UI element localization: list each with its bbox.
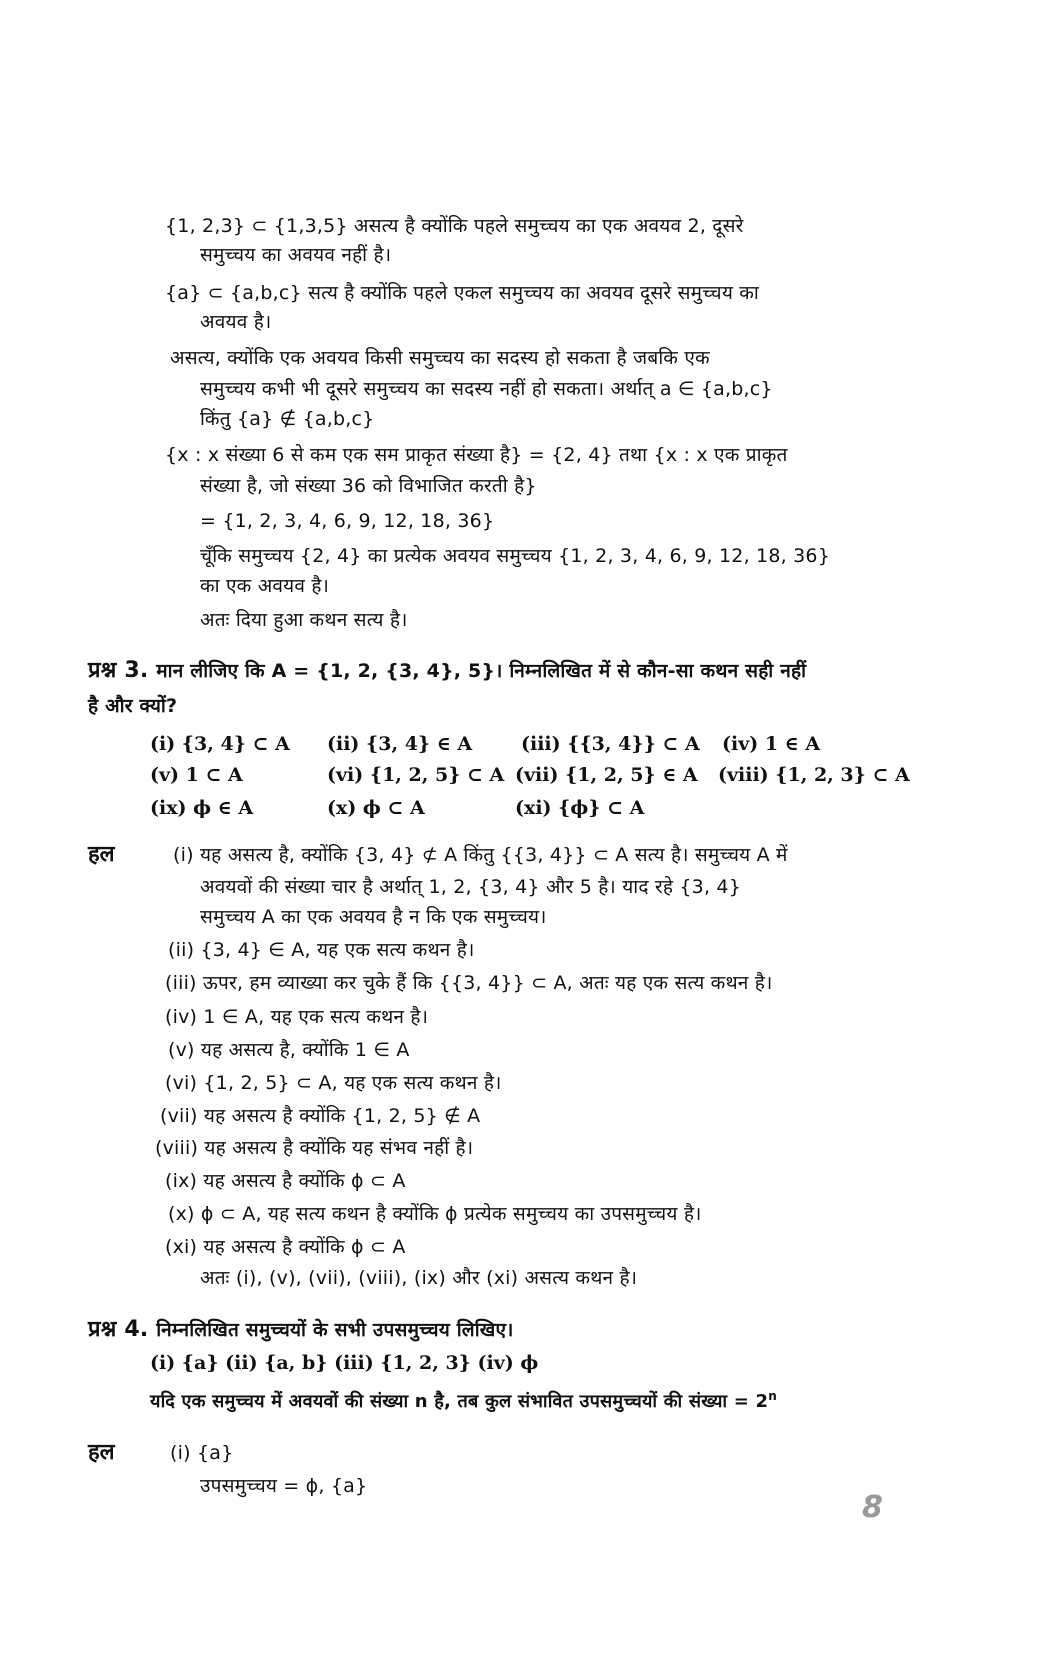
solution-3-line: (ix) यह असत्य है क्योंकि ϕ ⊂ A	[165, 1170, 406, 1192]
question-3-text-line1: मान लीजिए कि A = {1, 2, {3, 4}, 5}। निम्नलिखित में से कौन-सा कथन सही नहीं	[156, 660, 807, 682]
solution-3-line: अवयवों की संख्या चार है अर्थात् 1, 2, {3, 4} और 5 है। याद रहे {3, 4}	[200, 876, 742, 898]
solution-3-line: (x) ϕ ⊂ A, यह सत्य कथन है क्योंकि ϕ प्रत्येक समुच्चय का उपसमुच्चय है।	[168, 1203, 702, 1225]
solution-3-label: हल	[88, 842, 115, 867]
question-3-option: (ix) ϕ ∈ A	[150, 797, 254, 819]
question-3-option: (i) {3, 4} ⊂ A	[150, 733, 290, 755]
solution-3-line: (iv) 1 ∈ A, यह एक सत्य कथन है।	[165, 1006, 429, 1028]
solution-4-line1: (i) {a}	[170, 1442, 234, 1464]
solution-3-line: (viii) यह असत्य है क्योंकि यह संभव नहीं है।	[155, 1137, 474, 1159]
question-3-option: (vi) {1, 2, 5} ⊂ A	[327, 764, 505, 786]
question-3-option: (ii) {3, 4} ∈ A	[327, 733, 473, 755]
solution-conclusion: अतः दिया हुआ कथन सत्य है।	[200, 609, 408, 631]
solution-item-v-line3: किंतु {a} ∉ {a,b,c}	[200, 408, 375, 430]
solution-3-line: समुच्चय A का एक अवयव है न कि एक समुच्चय।	[200, 906, 547, 928]
solution-item-v-line2: समुच्चय कभी भी दूसरे समुच्चय का सदस्य नहीं हो सकता। अर्थात् a ∈ {a,b,c}	[200, 378, 773, 400]
question-3-text-line2: है और क्यों?	[88, 695, 178, 717]
question-4-prefix: प्रश्न 4.	[88, 1317, 149, 1342]
question-3-option: (vii) {1, 2, 5} ∈ A	[515, 764, 698, 786]
question-3-option: (xi) {ϕ} ⊂ A	[515, 797, 645, 819]
solution-4-label: हल	[88, 1440, 115, 1465]
solution-3-line: (xi) यह असत्य है क्योंकि ϕ ⊂ A	[165, 1236, 406, 1258]
question-3-option: (iv) 1 ∈ A	[722, 733, 821, 755]
solution-3-conclusion: अतः (i), (v), (vii), (viii), (ix) और (xi) असत्य कथन है।	[200, 1267, 638, 1289]
solution-item-vi-line5: का एक अवयव है।	[200, 575, 330, 597]
page-number: 8	[862, 1490, 883, 1525]
solution-item-vi-line3: = {1, 2, 3, 4, 6, 9, 12, 18, 36}	[200, 510, 495, 532]
solution-item-iii-line2: समुच्चय का अवयव नहीं है।	[200, 244, 392, 266]
question-4-options: (i) {a} (ii) {a, b} (iii) {1, 2, 3} (iv) ϕ	[150, 1352, 539, 1374]
question-3-prefix: प्रश्न 3.	[88, 658, 149, 683]
question-4-text: निम्नलिखित समुच्चयों के सभी उपसमुच्चय लिखिए।	[156, 1319, 514, 1341]
solution-4-line2: उपसमुच्चय = ϕ, {a}	[200, 1475, 368, 1497]
question-4-heading	[88, 1317, 514, 1343]
solution-3-line: (v) यह असत्य है, क्योंकि 1 ∈ A	[168, 1039, 410, 1061]
question-3-option: (iii) {{3, 4}} ⊂ A	[521, 733, 700, 755]
question-3-option: (v) 1 ⊂ A	[150, 764, 243, 786]
solution-item-iv-line1: {a} ⊂ {a,b,c} सत्य है क्योंकि पहले एकल समुच्चय का अवयव दूसरे समुच्चय का	[165, 282, 759, 304]
solution-3-line: (i) यह असत्य है, क्योंकि {3, 4} ⊄ A किंतु {{3, 4}} ⊂ A सत्य है। समुच्चय A में	[173, 844, 788, 866]
solution-item-vi-line1: {x : x संख्या 6 से कम एक सम प्राकृत संख्या है} = {2, 4} तथा {x : x एक प्राकृत	[165, 444, 788, 466]
question-3-option: (x) ϕ ⊂ A	[327, 797, 425, 819]
solution-3-line: (iii) ऊपर, हम व्याख्या कर चुके हैं कि {{3, 4}} ⊂ A, अतः यह एक सत्य कथन है।	[165, 972, 773, 994]
question-3-option: (viii) {1, 2, 3} ⊂ A	[718, 764, 910, 786]
solution-item-iii-line1: {1, 2,3} ⊂ {1,3,5} असत्य है क्योंकि पहले समुच्चय का एक अवयव 2, दूसरे	[165, 215, 744, 237]
solution-3-line: (ii) {3, 4} ∈ A, यह एक सत्य कथन है।	[168, 939, 475, 961]
solution-item-iv-line2: अवयव है।	[200, 311, 272, 333]
question-4-note-exponent: n	[768, 1389, 777, 1403]
question-4-note-text: यदि एक समुच्चय में अवयवों की संख्या n है, तब कुल संभावित उपसमुच्चयों की संख्या = 2	[150, 1391, 769, 1412]
solution-3-line: (vi) {1, 2, 5} ⊂ A, यह एक सत्य कथन है।	[165, 1072, 502, 1094]
question-3-heading	[88, 658, 806, 684]
solution-item-vi-line4: चूँकि समुच्चय {2, 4} का प्रत्येक अवयव समुच्चय {1, 2, 3, 4, 6, 9, 12, 18, 36}	[200, 545, 830, 567]
solution-3-line: (vii) यह असत्य है क्योंकि {1, 2, 5} ∉ A	[160, 1105, 481, 1127]
question-4-note	[150, 1383, 777, 1415]
solution-item-v-line1: असत्य, क्योंकि एक अवयव किसी समुच्चय का सदस्य हो सकता है जबकि एक	[170, 347, 710, 369]
solution-item-vi-line2: संख्या है, जो संख्या 36 को विभाजित करती है}	[200, 475, 537, 497]
